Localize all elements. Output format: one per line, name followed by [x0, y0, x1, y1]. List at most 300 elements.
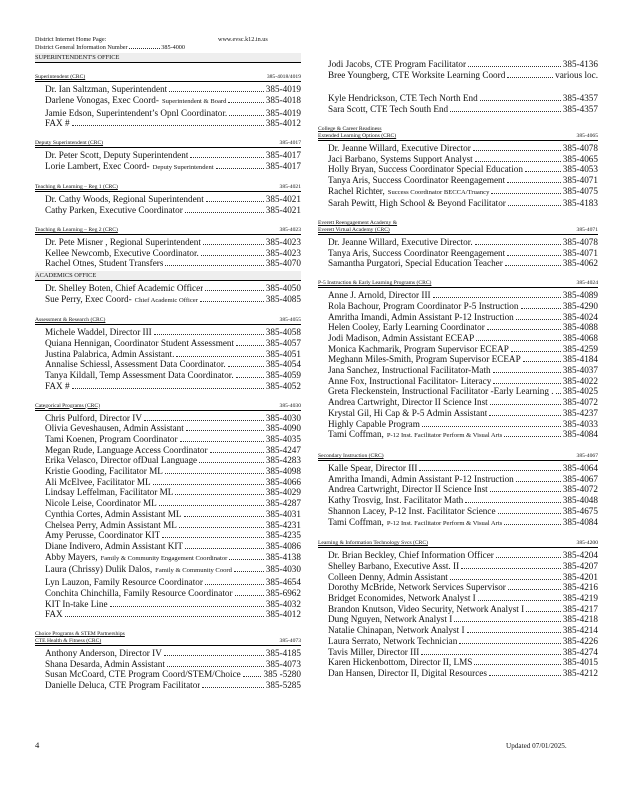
contact-row [318, 582, 598, 593]
contact-name: Shannon Lacey, P-12 Inst. Facilitator Science [328, 505, 496, 516]
department-header [318, 227, 598, 235]
contact-row [318, 290, 598, 301]
contact-name: Lindsay Leffelman, Facilitator ML [45, 487, 174, 498]
contact-row [35, 530, 301, 541]
contact-phone: 385-4054 [265, 359, 301, 370]
contact-name: Tanya Aris, Success Coordinator Reengagement [328, 174, 506, 185]
contact-name: Cathy Parken, Executive Coordinator [45, 205, 183, 216]
department-header [318, 133, 598, 141]
contact-row [35, 445, 301, 456]
contact-name: Bridget Economides, Network Analyst I [328, 593, 476, 604]
contact-phone: 385-4059 [265, 370, 301, 381]
contact-phone: 385-4231 [265, 519, 301, 530]
contact-name: Michele Waddel, Director III [45, 327, 152, 338]
contact-phone: 385-4185 [265, 647, 301, 658]
leader-dots [478, 600, 561, 601]
contact-name: Olivia Geveshausen, Admin Assistant [45, 423, 184, 434]
department-phone: 385-4030 [279, 402, 301, 409]
department-header [318, 280, 598, 288]
contact-row [35, 327, 301, 338]
contact-name: Tanya Aris, Success Coordinator Reengagement [328, 247, 506, 258]
leader-dots [490, 404, 561, 405]
department-phone: 385-4073 [279, 637, 301, 644]
contact-name: Rachel Otnes, Student Transfers [45, 258, 164, 269]
contact-row [35, 599, 301, 610]
contact-phone: 385-4085 [265, 293, 301, 304]
contact-phone: 385-4237 [562, 407, 598, 418]
department-header [35, 403, 301, 411]
leader-dots [176, 356, 263, 357]
contact-row [318, 237, 598, 248]
contact-row [35, 294, 301, 307]
contact-row [318, 397, 598, 408]
leader-dots [422, 426, 561, 427]
contact-row [35, 477, 301, 488]
contact-name: Amy Perusse, Coordinator KIT [45, 530, 161, 541]
contact-row [318, 463, 598, 474]
department-title: Extended Learning Options (CRC) [318, 132, 397, 139]
contact-name: Erika Velasco, Director ofDual Language [45, 455, 198, 466]
department-title: P-5 Instruction & Early Learning Programs (CRC) [318, 280, 432, 287]
leader-dots [475, 161, 561, 162]
general-info-phone: 385-4000 [161, 43, 185, 51]
contact-row [318, 561, 598, 572]
contact-name: Tanya Kildall, Temp Assessment Data Coordinator. [45, 370, 234, 381]
contact-row [35, 588, 301, 599]
contact-name: Natalie Chinapan, Network Analyst I [328, 625, 465, 636]
leader-dots [153, 484, 264, 485]
contact-name: Sara Scott, CTE Tech South End [328, 104, 449, 115]
contact-phone: 385-4037 [562, 365, 598, 376]
contact-phone: 385-4217 [562, 603, 598, 614]
contact-phone: 385-5285 [265, 680, 301, 691]
contact-row [318, 59, 598, 70]
contact-row [318, 625, 598, 636]
contact-row [318, 657, 598, 668]
contact-name: Kristie Gooding, Facilitator ML [45, 466, 163, 477]
contact-row [35, 237, 301, 248]
contact-phone: 385-4226 [562, 635, 598, 646]
contact-name: Kalle Spear, Director III [328, 462, 418, 473]
contact-name: Quiana Hennigan, Coordinator Student Assessment [45, 338, 235, 349]
leader-dots [508, 589, 561, 590]
contact-name: Nicole Leise, Coordinator ML [45, 498, 157, 509]
department-phone: 385-4018/4019 [266, 74, 301, 81]
contact-name: Jana Sanchez, Instructional Facilitator-Math [328, 365, 491, 376]
contact-phone: 385-4357 [562, 104, 598, 115]
contact-phone: 385-4062 [562, 258, 598, 269]
contact-name: Jamie Edson, Superintendent’s Opnl Coordinator. [45, 107, 228, 118]
contact-phone: 385-4017 [265, 150, 301, 160]
spacer [318, 80, 598, 91]
section-heading: ACADEMICS OFFICE [35, 271, 301, 281]
contact-row [318, 614, 598, 625]
leader-dots [229, 115, 264, 116]
leader-dots [496, 557, 561, 558]
contact-name: Krystal Gil, Hi Cap & P-5 Admin Assistant [328, 407, 488, 418]
contact-row [318, 93, 598, 104]
program-title: Everett Reengagement Academy & [318, 220, 398, 227]
contact-phone: 385-4071 [562, 174, 598, 185]
contact-name: Jaci Barbano, Systems Support Analyst [328, 153, 473, 164]
contact-name: KIT In-take Line [45, 598, 108, 609]
leader-dots [165, 473, 264, 474]
contact-name: FAX # [45, 118, 70, 129]
contact-phone: 385-4287 [265, 498, 301, 509]
contact-name: Ali McElvee, Facilitator ML [45, 476, 151, 487]
leader-dots [72, 125, 264, 126]
contact-phone: 385-4018 [265, 94, 301, 105]
contact-row [35, 194, 301, 205]
contact-row [318, 550, 598, 561]
contact-name: Meghann Miles-Smith, Program Supervisor ECEAP [328, 354, 521, 365]
contact-name: Dr. Ian Saltzman, Superintendent [45, 84, 168, 95]
contact-name: Colleen Denny, Admin Assistant [328, 571, 448, 582]
contact-row [318, 175, 598, 186]
contact-row [35, 509, 301, 520]
contact-row [318, 344, 598, 355]
contact-row [35, 283, 301, 294]
leader-dots [203, 244, 264, 245]
leader-dots [507, 255, 561, 256]
leader-dots [467, 632, 561, 633]
contact-name: Shana Desarda, Admin Assistant [45, 658, 165, 669]
department-title: Teaching & Learning – Reg 1 (CRC) [35, 184, 118, 191]
contact-name: Tami Koenen, Program Coordinator [45, 433, 178, 444]
contact-phone: 385-4075 [562, 185, 598, 196]
contact-row [318, 154, 598, 165]
contact-phone: 385-4259 [562, 343, 598, 354]
contact-name: Dr. Peter Scott, Deputy Superintendent [45, 150, 189, 160]
leader-dots [526, 611, 561, 612]
department-phone: 385-4055 [279, 317, 301, 324]
leader-dots [144, 420, 264, 421]
contact-name: Jodi Madison, Admin Assistant ECEAP [328, 332, 475, 343]
home-page-link[interactable]: www.evsc.k12.in.us [218, 36, 268, 43]
contact-name: Laura (Chrissy) Dulik Dalos, [45, 564, 153, 575]
program-title: College & Career Readiness [318, 125, 382, 132]
contact-row [35, 659, 301, 670]
contact-phone: 385-4283 [265, 455, 301, 466]
contact-name: Dr. Brian Beckley, Chief Information Officer [328, 550, 494, 561]
contact-row [318, 322, 598, 333]
contact-role: P-12 Inst. Facilitator Perform & Visual Arts [386, 432, 503, 440]
leader-dots [186, 430, 264, 431]
leader-dots [507, 182, 561, 183]
contact-name: FAX # [45, 380, 70, 391]
leader-dots [521, 308, 561, 309]
contact-phone: 385-4025 [562, 386, 598, 397]
leader-dots [205, 584, 264, 585]
leader-dots [65, 616, 264, 617]
department-header [318, 453, 598, 461]
contact-phone: 385-4675 [562, 505, 598, 516]
department-header [35, 184, 301, 192]
contact-row [35, 520, 301, 531]
contact-row [35, 338, 301, 349]
department-phone: 385-4200 [576, 540, 598, 547]
leader-dots [504, 436, 561, 437]
contact-role: P-12 Inst. Facilitator Perform & Visual Arts [386, 519, 503, 527]
contact-row [318, 104, 598, 115]
leader-dots [473, 150, 561, 151]
contact-phone: 385-4183 [562, 198, 598, 209]
contact-phone: 385 -5280 [263, 669, 301, 680]
contact-row [35, 381, 301, 392]
contact-row [35, 84, 301, 95]
contact-phone: 385-4136 [562, 59, 598, 69]
contact-name: Dr. Pete Misner , Regional Superintendent [45, 236, 201, 247]
contact-phone: various loc. [555, 69, 598, 80]
contact-phone: 385-4031 [265, 508, 301, 519]
leader-dots [205, 290, 264, 291]
contact-name: Sarah Pewitt, High School & Beyond Facilitator [328, 198, 506, 209]
contact-phone: 385-4057 [265, 338, 301, 349]
leader-dots [516, 481, 561, 482]
contact-name: Dr. Jeanne Willard, Executive Director [328, 142, 471, 153]
contact-row [318, 70, 598, 81]
contact-role: Family & Community Coord [155, 567, 232, 575]
department-phone: 385-4017 [279, 140, 301, 146]
leader-dots [200, 301, 264, 302]
contact-row [318, 354, 598, 365]
leader-dots [72, 388, 264, 389]
contact-row [35, 359, 301, 370]
contact-phone: 385-4212 [562, 667, 598, 678]
department-phone: 385-4067 [576, 452, 598, 459]
leader-dots [450, 579, 561, 580]
contact-phone: 385-4216 [562, 582, 598, 593]
contact-phone: 385-4072 [562, 397, 598, 408]
contact-name: Highly Capable Program [328, 418, 420, 429]
contact-name: Anne J. Arnold, Director III [328, 290, 431, 301]
contact-row [35, 370, 301, 381]
contact-row [35, 150, 301, 161]
contact-phone: 385-4201 [562, 571, 598, 582]
contact-phone: 385-4012 [265, 609, 301, 620]
leader-dots [505, 265, 561, 266]
department-title: Assessment & Research (CRC) [35, 317, 106, 324]
contact-name: Susan McCoard, CTE Program Coord/STEM/Choice [45, 669, 241, 680]
leader-dots [525, 171, 561, 172]
right-sections [318, 59, 598, 679]
contact-row [318, 258, 598, 269]
leader-dots [507, 77, 553, 78]
contact-name: Andrea Cartwright, Director II Science Inst [328, 484, 488, 495]
contact-row [318, 593, 598, 604]
home-page-line [35, 36, 301, 44]
contact-name: Kathy Trosvig, Inst. Facilitator Math [328, 495, 464, 506]
contact-row [318, 517, 598, 530]
contact-phone: 385-4290 [562, 300, 598, 311]
contact-row [35, 413, 301, 424]
contact-name: Justina Palabrica, Admin Assistant. [45, 348, 175, 359]
leader-dots [154, 334, 264, 335]
contact-phone: 385-4088 [562, 322, 598, 333]
contact-phone: 385-4654 [265, 577, 301, 588]
contact-role: Deputy Superintendent [152, 163, 214, 171]
contact-phone: 385-4204 [562, 550, 598, 561]
leader-dots [180, 441, 264, 442]
contact-row [318, 312, 598, 323]
contact-phone: 385-4072 [562, 484, 598, 495]
leader-dots [235, 595, 264, 596]
contact-phone: 385-4051 [265, 348, 301, 359]
leader-dots [487, 329, 561, 330]
contact-role: Family & Community Engagement Coordinator [100, 554, 228, 562]
contact-row [35, 423, 301, 434]
leader-dots [243, 676, 262, 677]
contact-row [35, 258, 301, 269]
contact-phone: 385-4084 [562, 516, 598, 527]
leader-dots [459, 643, 560, 644]
contact-name: Abby Mayers, [45, 551, 98, 562]
leader-dots [450, 111, 561, 112]
contact-phone: 385-4053 [562, 164, 598, 175]
contact-name: Monica Kachmarik, Program Supervisor ECEAP [328, 343, 509, 354]
leader-dots [489, 415, 561, 416]
leader-dots [236, 377, 264, 378]
contact-row [318, 668, 598, 679]
program-title: Choice Programs & STEM Partnerships [35, 630, 125, 637]
contact-phone: 385-4030 [265, 412, 301, 423]
contact-phone: 385-4012 [265, 118, 301, 129]
leader-dots [199, 462, 264, 463]
department-title: Everett Virtual Academy (CRC) [318, 227, 390, 234]
contact-row [318, 386, 598, 397]
contact-phone: 385-4019 [265, 107, 301, 118]
contact-name: Amritha Imandi, Admin Assistant P-12 Instruction [328, 473, 514, 484]
contact-row [318, 495, 598, 506]
contact-row [35, 669, 301, 680]
contact-row [318, 572, 598, 583]
contact-row [35, 248, 301, 259]
contact-phone: 385-4024 [562, 311, 598, 322]
contact-row [318, 248, 598, 259]
contact-row [35, 434, 301, 445]
contact-row [35, 552, 301, 565]
contact-phone: 385-4021 [265, 194, 301, 205]
contact-row [35, 349, 301, 360]
department-phone: 385-4021 [279, 184, 301, 191]
leader-dots [490, 491, 561, 492]
contact-phone: 385-4052 [265, 380, 301, 391]
contact-phone: 385-4048 [562, 495, 598, 506]
department-header [35, 140, 301, 148]
page-number: 4 [35, 740, 40, 750]
department-title: Superintendent (CRC) [35, 74, 86, 81]
contact-phone: 385-4084 [562, 429, 598, 440]
leader-dots [164, 655, 264, 656]
contact-phone: 385-4235 [265, 530, 301, 541]
contact-row [318, 647, 598, 658]
contact-name: Tami Coffman, [328, 516, 384, 527]
contact-phone: 385-4274 [562, 646, 598, 657]
contact-row [35, 680, 301, 691]
contact-name: Cynthia Cortes, Admin Assistant ML [45, 508, 182, 519]
leader-dots [167, 666, 264, 667]
leader-dots [516, 319, 561, 320]
contact-name: Karen Hickenbottom, Director II, LMS [328, 657, 473, 668]
leader-dots [206, 201, 264, 202]
leader-dots [421, 654, 560, 655]
contact-row [35, 648, 301, 659]
general-info-label: District General Information Number [35, 43, 128, 51]
contact-row [318, 164, 598, 175]
contact-row [318, 408, 598, 419]
contact-name: Dan Hansen, Director II, Digital Resources [328, 667, 487, 678]
leader-dots [454, 621, 561, 622]
contact-phone: 385-4138 [265, 551, 301, 562]
department-header [318, 540, 598, 548]
contact-phone: 385-4071 [562, 247, 598, 258]
right-column [318, 57, 598, 679]
contact-phone: 385-4064 [562, 462, 598, 473]
contact-name: Laura Serrato, Network Technician [328, 635, 458, 646]
contact-phone: 385-4086 [265, 540, 301, 551]
contact-role: Chief Academic Officer [134, 296, 198, 304]
leader-dots [474, 664, 560, 665]
department-header [35, 227, 301, 235]
contact-name: Dorothy McBride, Network Services Supervisor [328, 582, 506, 593]
leader-dots [184, 516, 264, 517]
contact-row [318, 419, 598, 430]
contact-name: Amritha Imandi, Admin Assistant P-12 Instruction [328, 311, 514, 322]
contact-name: Holly Bryan, Success Coordinator Special Education [328, 164, 523, 175]
contact-phone: 385-4030 [265, 564, 301, 575]
contact-phone: 385-4098 [265, 466, 301, 477]
leader-dots [185, 548, 264, 549]
contact-phone: 385-4065 [562, 153, 598, 164]
leader-dots [523, 361, 561, 362]
contact-row [318, 604, 598, 615]
contact-row [318, 506, 598, 517]
contact-name: Helen Cooley, Early Learning Coordinator [328, 322, 485, 333]
contact-name: Rachel Richter, [328, 185, 385, 196]
department-phone: 385-4065 [576, 132, 598, 139]
leader-dots [229, 559, 263, 560]
contact-row [318, 429, 598, 442]
contact-name: Conchita Chinchilla, Family Resource Coordinator [45, 587, 233, 598]
department-phone: 385-4023 [279, 226, 301, 233]
contact-phone: 385-4247 [265, 444, 301, 455]
section-heading: SUPERINTENDENT'S OFFICE [35, 53, 301, 63]
contact-name: Lorie Lambert, Exec Coord- [45, 160, 150, 171]
left-column [35, 36, 301, 691]
department-title: CTE Health & Fitness (CRC) [35, 637, 102, 644]
leader-dots [210, 452, 264, 453]
leader-dots [465, 502, 561, 503]
leader-dots [236, 345, 264, 346]
contact-phone: 385-4017 [265, 160, 301, 171]
department-header [35, 317, 301, 325]
contact-name: Bree Youngberg, CTE Worksite Learning Coord [328, 69, 506, 80]
department-title: Secondary Instruction (CRC) [318, 452, 384, 459]
department-title: Teaching & Learning – Reg 2 (CRC) [35, 226, 118, 233]
leader-dots [169, 91, 264, 92]
contact-row [318, 474, 598, 485]
contact-phone: 385-4357 [562, 93, 598, 104]
department-title: Learning & Information Technology Svcs (CRC) [318, 540, 428, 547]
contact-row [318, 376, 598, 387]
leader-dots [228, 102, 263, 103]
contact-name: Tami Coffman, [328, 429, 384, 440]
contact-name: FAX [45, 609, 63, 620]
contact-phone: 385-6962 [265, 587, 301, 598]
contact-phone: 385-4067 [562, 473, 598, 484]
leader-dots [201, 255, 264, 256]
contact-row [318, 186, 598, 199]
